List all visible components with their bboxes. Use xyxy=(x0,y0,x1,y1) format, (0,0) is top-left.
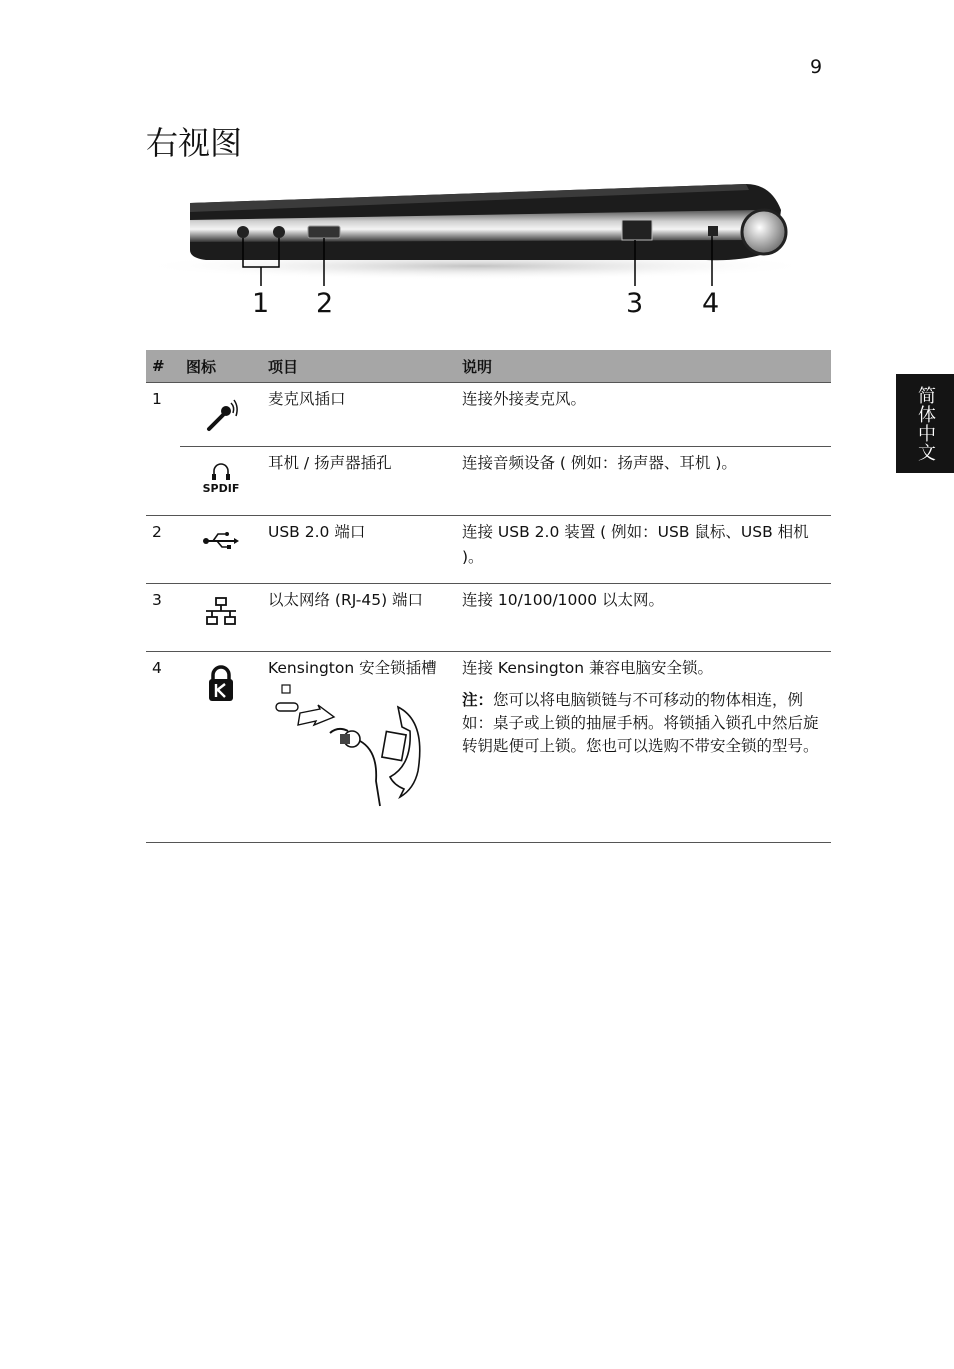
row-num: 1 xyxy=(146,383,180,516)
row-num: 3 xyxy=(146,584,180,652)
kensington-lock-icon xyxy=(201,664,241,704)
row-num: 2 xyxy=(146,516,180,584)
row-item: Kensington 安全锁插槽 xyxy=(268,659,437,677)
row-desc: 连接 USB 2.0 装置 ( 例如：USB 鼠标、USB 相机 )。 xyxy=(456,516,831,584)
laptop-right-side-figure xyxy=(146,170,831,330)
table-row xyxy=(146,447,831,516)
spdif-label: SPDIF xyxy=(202,482,240,495)
ethernet-icon xyxy=(201,596,241,628)
row-desc: 连接 Kensington 兼容电脑安全锁。 xyxy=(462,659,714,677)
header-icon: 图标 xyxy=(180,350,262,383)
table-row xyxy=(146,584,831,652)
lock-install-illustration xyxy=(268,681,438,811)
row-item: 麦克风插口 xyxy=(262,383,456,447)
note-text: 您可以将电脑锁链与不可移动的物体相连，例如：桌子或上锁的抽屉手柄。将锁插入锁孔中然后旋转钥匙便可上锁。您也可以选购不带安全锁的型号。 xyxy=(462,691,819,755)
table-row xyxy=(146,652,831,843)
security-note xyxy=(462,689,825,758)
table-row xyxy=(146,383,831,447)
ports-table xyxy=(146,350,831,843)
language-tab xyxy=(896,374,954,473)
note-label: 注： xyxy=(462,691,494,709)
header-item: 项目 xyxy=(262,350,456,383)
row-desc: 连接音频设备 ( 例如：扬声器、耳机 )。 xyxy=(456,447,831,516)
microphone-icon xyxy=(201,395,241,435)
page-title: 右视图 xyxy=(146,124,243,162)
table-header-row xyxy=(146,350,831,383)
callout-2: 2 xyxy=(316,288,334,319)
header-num: # xyxy=(146,350,180,383)
header-desc: 说明 xyxy=(456,350,831,383)
language-tab-label: 简体中文 xyxy=(915,385,936,462)
callout-4: 4 xyxy=(702,288,720,319)
row-desc: 连接外接麦克风。 xyxy=(456,383,831,447)
row-item: USB 2.0 端口 xyxy=(262,516,456,584)
row-num: 4 xyxy=(146,652,180,843)
callout-1: 1 xyxy=(252,288,270,319)
page-number: 9 xyxy=(810,56,823,78)
row-item: 耳机 / 扬声器插孔 xyxy=(262,447,456,516)
callout-3: 3 xyxy=(626,288,644,319)
table-row xyxy=(146,516,831,584)
row-item: 以太网络 (RJ-45) 端口 xyxy=(262,584,456,652)
row-desc: 连接 10/100/1000 以太网。 xyxy=(456,584,831,652)
power-knob xyxy=(742,210,786,254)
usb-icon xyxy=(201,528,241,552)
headphone-icon xyxy=(201,459,241,483)
